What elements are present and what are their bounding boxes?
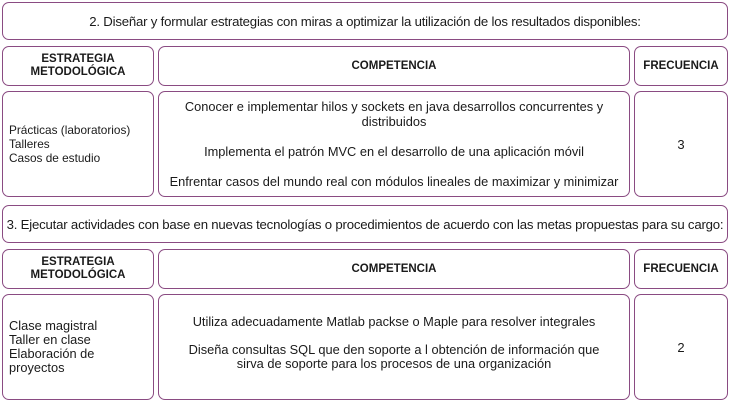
- strategy-cell-2: [2, 294, 154, 400]
- strategy-item: Clase magistral: [9, 318, 98, 333]
- frequency-cell-2: [634, 294, 728, 400]
- strategy-header-line2: METODOLÓGICA: [30, 66, 126, 78]
- competence-header-1: [158, 46, 630, 86]
- competence-item: sirva de soporte para los procesos de una organización: [236, 355, 552, 371]
- strategy-item: Elaboración de proyectos: [9, 346, 95, 375]
- strategy-header-line1: ESTRATEGIA: [41, 53, 115, 65]
- competence-item: Utiliza adecuadamente Matlab packse o Maple para resolver integrales: [192, 313, 596, 329]
- strategy-item: Talleres: [9, 137, 50, 151]
- goal-3-text: 3. Ejecutar actividades con base en nuevas tecnologías o procedimientos de acuerdo con las metas propuestas para su cargo:: [6, 216, 724, 232]
- strategy-item: Casos de estudio: [9, 151, 101, 165]
- goal-2-banner: [2, 2, 728, 40]
- strategy-header-2: [2, 249, 154, 289]
- frequency-cell-1: [634, 91, 728, 197]
- frequency-header-label: FRECUENCIA: [643, 262, 719, 275]
- goal-2-text: 2. Diseñar y formular estrategias con miras a optimizar la utilización de los resultados disponibles:: [89, 13, 641, 29]
- competence-item: Implementa el patrón MVC en el desarrollo de una aplicación móvil: [204, 144, 584, 159]
- frequency-header-2: [634, 249, 728, 289]
- frequency-header-1: [634, 46, 728, 86]
- frequency-value: 2: [677, 339, 685, 355]
- competence-header-2: [158, 249, 630, 289]
- competence-item: Enfrentar casos del mundo real con módulos lineales de maximizar y minimizar: [169, 174, 619, 189]
- strategy-item: Prácticas (laboratorios): [9, 123, 131, 137]
- competence-item: Conocer e implementar hilos y sockets en java desarrollos concurrentes y distribuidos: [184, 99, 604, 129]
- goal-3-banner: [2, 205, 728, 243]
- strategy-header-line2: METODOLÓGICA: [30, 269, 126, 281]
- strategy-cell-1: [2, 91, 154, 197]
- competence-header-label: COMPETENCIA: [351, 262, 437, 275]
- strategy-header-1: [2, 46, 154, 86]
- competence-item: Diseña consultas SQL que den soporte a l obtención de información que: [188, 341, 600, 357]
- frequency-header-label: FRECUENCIA: [643, 59, 719, 72]
- competence-header-label: COMPETENCIA: [351, 59, 437, 72]
- frequency-value: 3: [677, 136, 685, 152]
- competence-cell-2: [158, 294, 630, 400]
- strategy-item: Taller en clase: [9, 332, 91, 347]
- strategy-header-line1: ESTRATEGIA: [41, 256, 115, 268]
- competence-cell-1: [158, 91, 630, 197]
